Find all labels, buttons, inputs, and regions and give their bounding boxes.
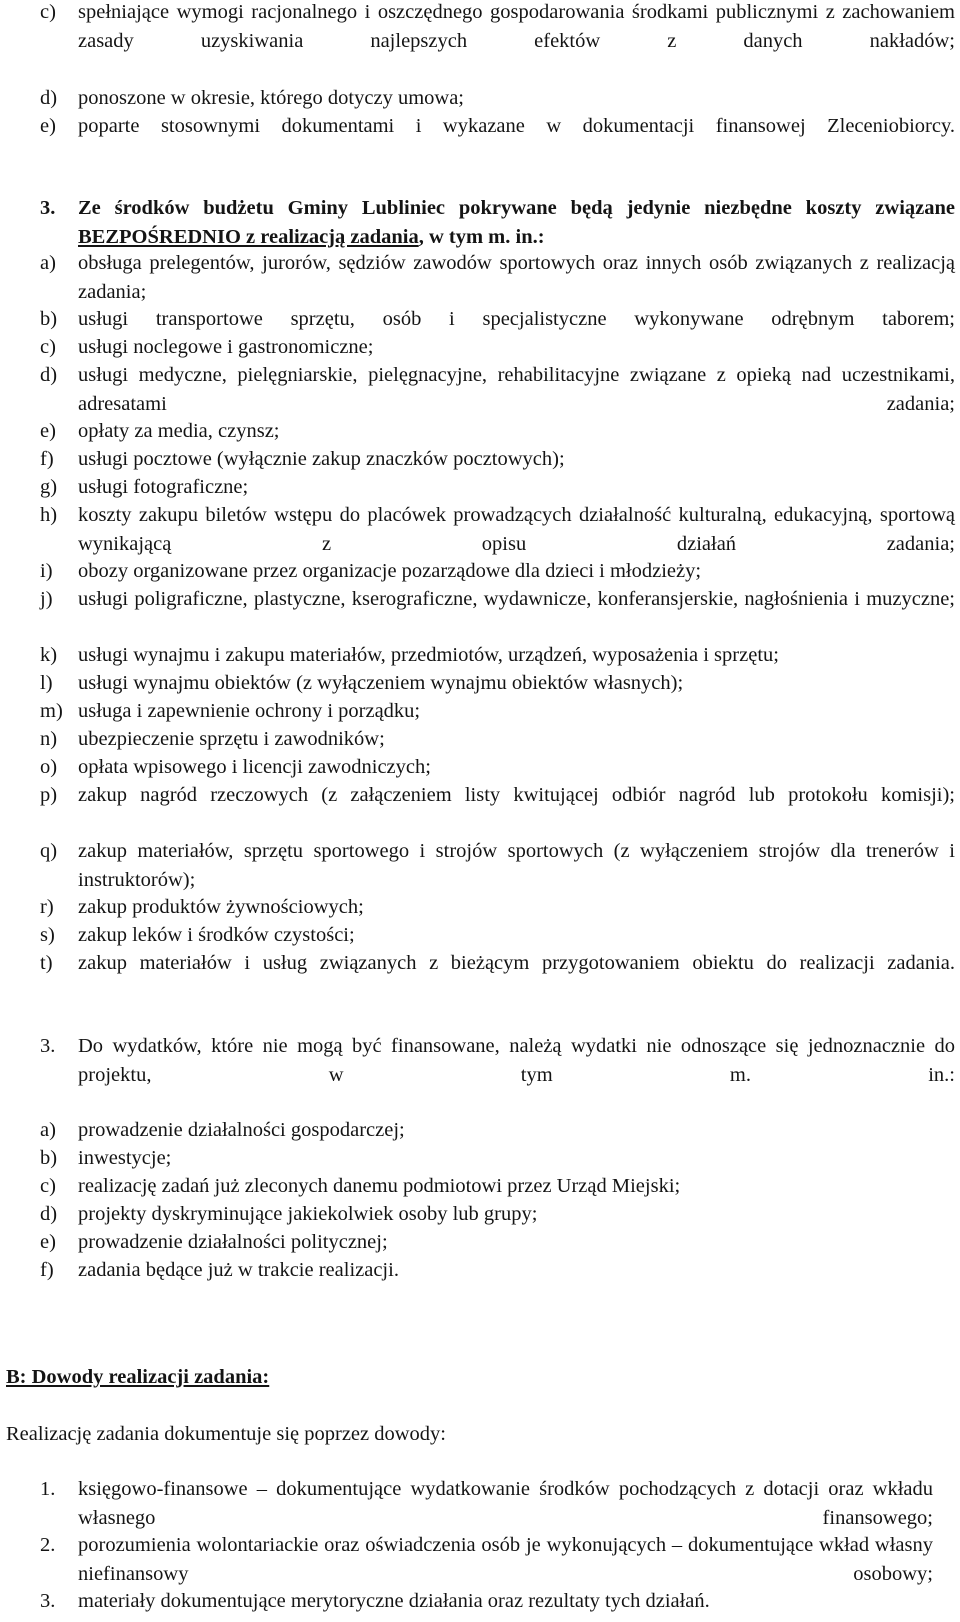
item-label: d)	[40, 1203, 58, 1225]
item-text: prowadzenie działalności politycznej;	[78, 1231, 388, 1253]
item-label: n)	[40, 728, 58, 750]
item-text: zakup nagród rzeczowych (z załączeniem listy kwitującej odbiór nagród lub protokołu komisji);	[78, 784, 955, 806]
section-number: 3.	[40, 197, 56, 219]
item-text: księgowo-finansowe – dokumentujące wydatkowanie środków pochodzących z dotacji oraz wkładu własnego finansowego;	[78, 1478, 933, 1529]
item-text: ponoszone w okresie, którego dotyczy umowa;	[78, 87, 464, 109]
item-text: koszty zakupu biletów wstępu do placówek prowadzących działalność kulturalną, edukacyjną, sportową wynikającą z opisu działań zadania;	[78, 504, 955, 555]
item-label: s)	[40, 924, 55, 946]
list-item-c	[40, 1172, 955, 1201]
item-label: t)	[40, 952, 53, 974]
item-text: zakup materiałów i usług związanych z bieżącym przygotowaniem obiektu do realizacji zadania.	[78, 952, 955, 974]
item-label: g)	[40, 476, 58, 498]
item-text: usługi medyczne, pielęgniarskie, pielęgnacyjne, rehabilitacyjne związane z opieką nad uczestnikami, adresatami zadania;	[78, 364, 955, 415]
item-label: p)	[40, 784, 58, 806]
list-item-q	[40, 837, 955, 895]
item-text: zakup produktów żywnościowych;	[78, 896, 364, 918]
item-label: c)	[40, 336, 56, 358]
section-number: 3.	[40, 1035, 56, 1057]
list-item-b	[40, 1144, 955, 1173]
item-label: e)	[40, 115, 56, 137]
section-text	[78, 194, 955, 252]
section-b-heading: B: Dowody realizacji zadania:	[6, 1366, 270, 1388]
item-text: obozy organizowane przez organizacje pozarządowe dla dzieci i młodzieży;	[78, 560, 702, 582]
item-label: f)	[40, 1259, 54, 1281]
item-label: o)	[40, 756, 58, 778]
item-label: a)	[40, 252, 56, 274]
item-text: usługi wynajmu i zakupu materiałów, przedmiotów, urządzeń, wyposażenia i sprzętu;	[78, 644, 779, 666]
section-3b-paragraph	[40, 1032, 955, 1090]
item-text: obsługa prelegentów, jurorów, sędziów zawodów sportowych oraz innych osób związanych z realizacją zadania;	[78, 252, 955, 303]
item-text: realizację zadań już zleconych danemu podmiotowi przez Urząd Miejski;	[78, 1175, 681, 1197]
section-text: Do wydatków, które nie mogą być finansowane, należą wydatki nie odnoszące się jednoznacznie do projektu, w tym m. in.:	[78, 1035, 955, 1086]
list-item-f	[40, 1256, 955, 1285]
list-item-t	[40, 949, 955, 978]
list-item-h	[40, 501, 955, 559]
item-text: opłaty za media, czynsz;	[78, 420, 280, 442]
list-item-n	[40, 725, 955, 754]
item-text: materiały dokumentujące merytoryczne działania oraz rezultaty tych działań.	[78, 1590, 710, 1612]
list-item-k	[40, 641, 955, 670]
list-item-m	[40, 697, 955, 726]
evidence-item-3	[40, 1587, 955, 1616]
item-text: usługi transportowe sprzętu, osób i specjalistyczne wykonywane odrębnym taborem;	[78, 308, 955, 330]
item-label: i)	[40, 560, 53, 582]
item-text: usługi fotograficzne;	[78, 476, 249, 498]
list-item-e	[40, 417, 955, 446]
item-text: spełniające wymogi racjonalnego i oszczędnego gospodarowania środkami publicznymi z zachowaniem zasady uzyskiwania najlepszych efektów z danych nakładów;	[78, 1, 955, 52]
item-label: j)	[40, 588, 53, 610]
item-text: opłata wpisowego i licencji zawodniczych;	[78, 756, 431, 778]
list-item-j	[40, 585, 955, 614]
item-label: b)	[40, 308, 58, 330]
item-label: l)	[40, 672, 53, 694]
item-label: h)	[40, 504, 58, 526]
list-item-e	[40, 112, 955, 141]
list-item-a	[40, 1116, 955, 1145]
item-label: c)	[40, 1175, 56, 1197]
item-label: a)	[40, 1119, 56, 1141]
item-label: b)	[40, 1147, 58, 1169]
item-text: poparte stosownymi dokumentami i wykazane w dokumentacji finansowej Zleceniobiorcy.	[78, 115, 955, 137]
item-label: f)	[40, 448, 54, 470]
item-text: usługi wynajmu obiektów (z wyłączeniem wynajmu obiektów własnych);	[78, 672, 684, 694]
list-item-o	[40, 753, 955, 782]
item-label: m)	[40, 700, 63, 722]
list-item-d	[40, 1200, 955, 1229]
item-label: 3.	[40, 1590, 56, 1612]
item-label: c)	[40, 1, 56, 23]
section-emphasis: BEZPOŚREDNIO z realizacją zadania	[78, 225, 419, 248]
section-3-heading	[40, 194, 955, 252]
item-label: 2.	[40, 1534, 56, 1556]
item-label: d)	[40, 87, 58, 109]
list-item-p	[40, 781, 955, 810]
evidence-item-2	[40, 1531, 955, 1589]
section-text-before: Ze środków budżetu Gminy Lubliniec pokrywane będą jedynie niezbędne koszty związane	[78, 197, 955, 219]
item-text: inwestycje;	[78, 1147, 172, 1169]
list-item-c	[40, 0, 955, 56]
list-item-b	[40, 305, 955, 334]
item-label: k)	[40, 644, 58, 666]
item-label: r)	[40, 896, 54, 918]
item-text: usługi pocztowe (wyłącznie zakup znaczków pocztowych);	[78, 448, 565, 470]
item-label: q)	[40, 840, 58, 862]
list-item-r	[40, 893, 955, 922]
list-item-a	[40, 249, 955, 307]
section-text-after: , w tym m. in.:	[418, 225, 545, 248]
item-text: ubezpieczenie sprzętu i zawodników;	[78, 728, 385, 750]
item-text: projekty dyskryminujące jakiekolwiek osoby lub grupy;	[78, 1203, 538, 1225]
list-item-i	[40, 557, 955, 586]
item-text: zadania będące już w trakcie realizacji.	[78, 1259, 399, 1281]
section-b-intro: Realizację zadania dokumentuje się poprzez dowody:	[6, 1423, 446, 1445]
list-item-g	[40, 473, 955, 502]
item-text: zakup leków i środków czystości;	[78, 924, 355, 946]
item-label: d)	[40, 364, 58, 386]
list-item-d	[40, 84, 955, 113]
item-label: 1.	[40, 1478, 56, 1500]
list-item-f	[40, 445, 955, 474]
item-text: usługi noclegowe i gastronomiczne;	[78, 336, 374, 358]
item-text: zakup materiałów, sprzętu sportowego i strojów sportowych (z wyłączeniem strojów dla trenerów i instruktorów);	[78, 840, 955, 891]
item-label: e)	[40, 420, 56, 442]
evidence-item-1	[40, 1475, 955, 1533]
item-label: e)	[40, 1231, 56, 1253]
item-text: usługa i zapewnienie ochrony i porządku;	[78, 700, 421, 722]
list-item-s	[40, 921, 955, 950]
list-item-d	[40, 361, 955, 419]
item-text: prowadzenie działalności gospodarczej;	[78, 1119, 405, 1141]
list-item-c	[40, 333, 955, 362]
item-text: usługi poligraficzne, plastyczne, kserograficzne, wydawnicze, konferansjerskie, nagłośnienia i muzyczne;	[78, 588, 955, 610]
item-text: porozumienia wolontariackie oraz oświadczenia osób je wykonujących – dokumentujące wkład własny niefinansowy osobowy;	[78, 1534, 933, 1585]
list-item-l	[40, 669, 955, 698]
list-item-e	[40, 1228, 955, 1257]
